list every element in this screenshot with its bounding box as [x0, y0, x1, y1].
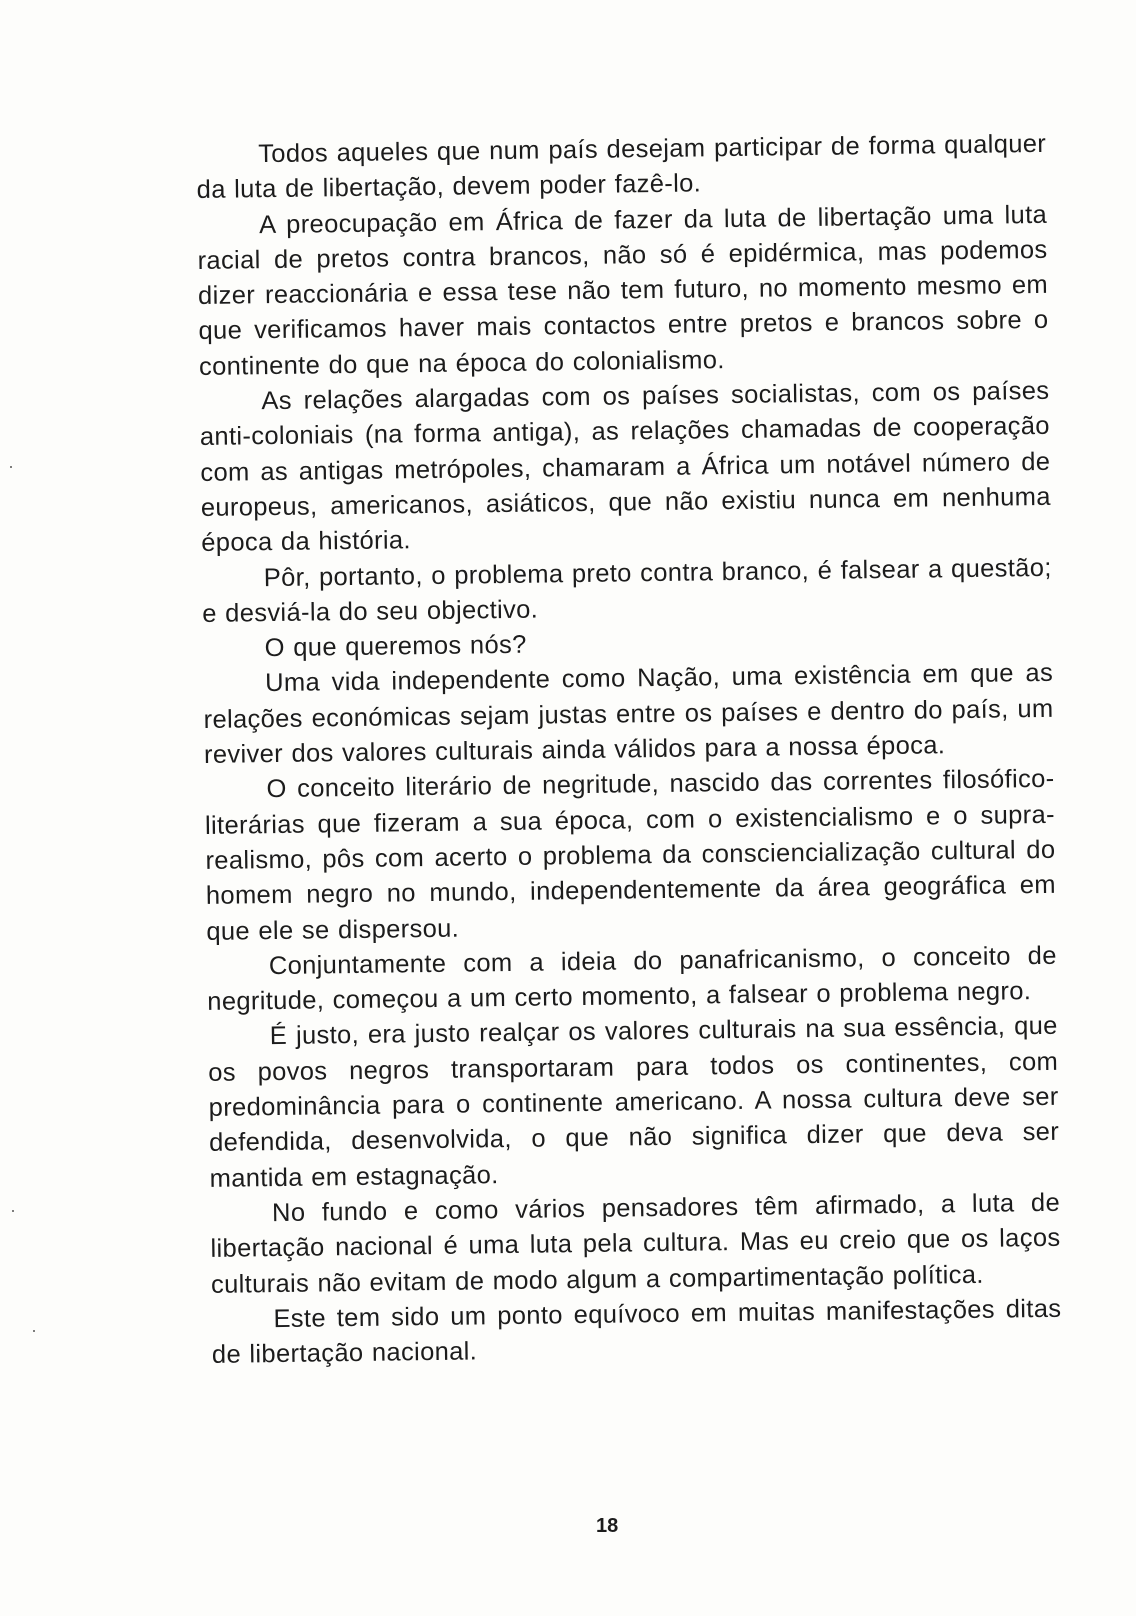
paragraph-1: Todos aqueles que num país desejam participar de forma qualquer da luta de libertação, devem poder fazê-lo.	[196, 129, 1047, 205]
body-text	[196, 127, 1062, 1373]
paragraph-2: A preocupação em África de fazer da luta de libertação uma luta racial de pretos contra brancos, não só é epidérmica, mas podemos dizer reaccionária e essa tese não tem futuro, no momento mesmo em que verificamos haver mais contactos entre pretos e brancos sobre o continente do que na época do colonialismo.	[197, 200, 1049, 381]
paragraph-7: O conceito literário de negritude, nascido das correntes filosófico-literárias que fizeram a sua época, com o existencialismo e o supra-realismo, pôs com acerto o problema da consciencialização cultural do homem negro no mundo, independentemente da área geográfica em que ele se dispersou.	[204, 765, 1057, 946]
paragraph-4: Pôr, portanto, o problema preto contra branco, é falsear a questão; e desviá-la do seu objectivo.	[202, 553, 1052, 628]
paragraph-5: O que queremos nós?	[264, 630, 527, 663]
paragraph-6: Uma vida independente como Nação, uma existência em que as relações económicas sejam justas entre os países e dentro do país, um reviver dos valores culturais ainda válidos para a nossa época.	[203, 659, 1054, 769]
paragraph-9: É justo, era justo realçar os valores culturais na sua essência, que os povos negros transportaram para todos os continentes, com predominância para o continente americano. A nossa cultura deve ser defendida, desenvolvida, o que não significa dizer que deva ser mantida em estagnação.	[208, 1012, 1060, 1193]
paragraph-3: As relações alargadas com os países socialistas, com os países anti-coloniais (na forma antiga), as relações chamadas de cooperação com as antigas metrópoles, chamaram a África um notável número de europeus, americanos, asiáticos, que não existiu nunca em nenhuma época da história.	[199, 376, 1051, 558]
scan-speck	[10, 466, 12, 468]
page-number: 18	[596, 1515, 619, 1537]
paragraph-11: Este tem sido um ponto equívoco em muitas manifestações ditas de libertação nacional.	[211, 1294, 1062, 1369]
scan-speck	[33, 1330, 35, 1332]
paragraph-10: No fundo e como vários pensadores têm afirmado, a luta de libertação nacional é uma luta pela cultura. Mas eu creio que os laços culturais não evitam de modo algum a compartimentação política.	[210, 1188, 1061, 1299]
paragraph-8: Conjuntamente com a ideia do panafricanismo, o conceito de negritude, começou a um certo momento, a falsear o problema negro.	[207, 941, 1057, 1017]
scan-speck	[12, 1210, 14, 1212]
